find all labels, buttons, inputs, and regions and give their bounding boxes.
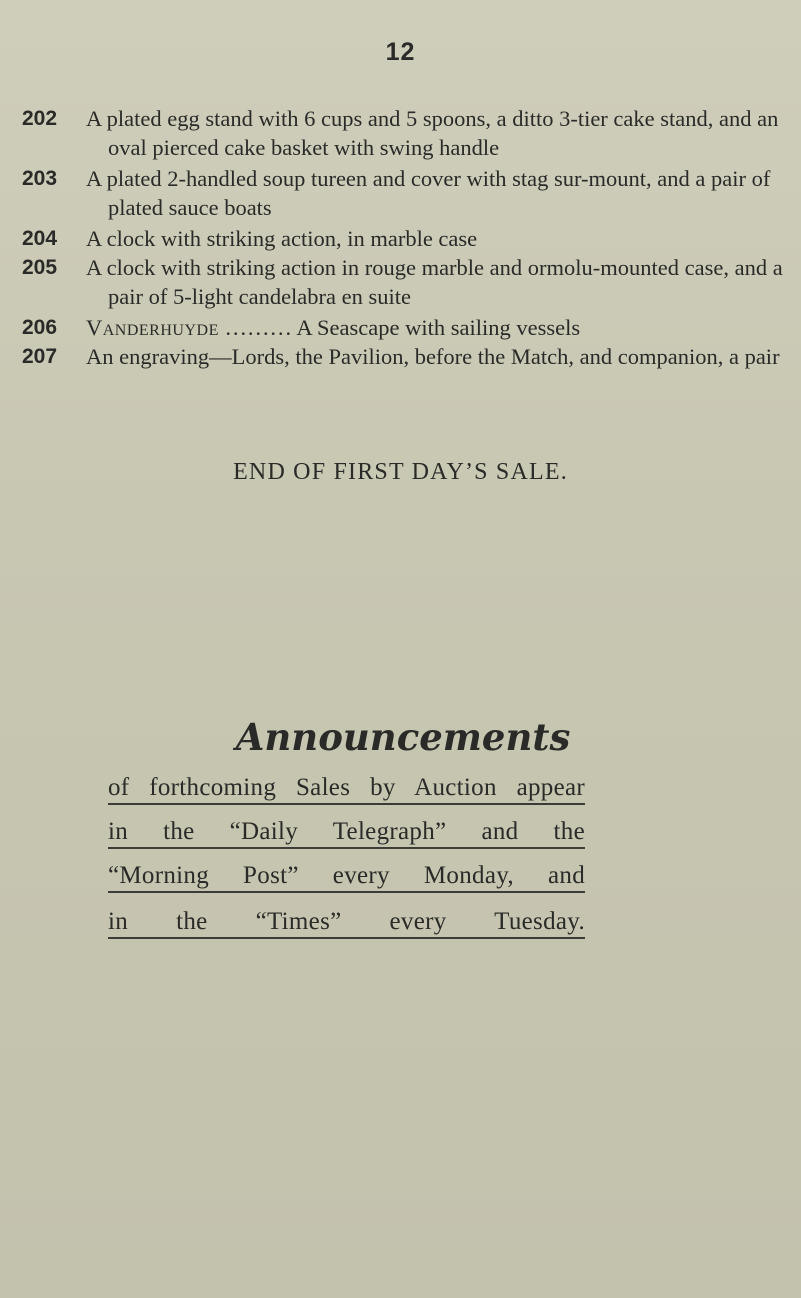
lot-number: 206 [22,316,58,339]
lot-entry [0,224,801,253]
end-of-sale-heading: END OF FIRST DAY’S SALE. [233,459,568,485]
lot-entry [0,164,801,222]
lot-description: A plated egg stand with 6 cups and 5 spoons, a ditto 3-tier cake stand, and an oval pierced cake basket with swing handle [86,106,779,160]
leader-dots: ……… [218,315,297,340]
lot-number: 207 [22,345,58,368]
lot-entry [0,253,801,311]
announcement-line: in the “Daily Telegraph” and the [108,817,585,849]
lot-entry [0,342,801,371]
announcement-line: in the “Times” every Tuesday. [108,907,585,939]
lot-title: A Seascape with sailing vessels [296,315,581,340]
lot-number: 202 [22,107,58,130]
lot-description [86,313,801,342]
lot-entry [0,104,801,162]
lot-entry [0,313,801,342]
lot-description: A clock with striking action, in marble case [86,226,478,251]
announcements-title: Announcements [235,715,571,759]
lot-number: 203 [22,167,58,190]
lot-description: A clock with striking action in rouge marble and ormolu-mounted case, and a pair of 5-light candelabra en suite [86,255,783,309]
lot-list [0,104,801,371]
lot-description: An engraving—Lords, the Pavilion, before the Match, and companion, a pair [86,344,780,369]
announcement-line: “Morning Post” every Monday, and [108,861,585,893]
lot-description: A plated 2-handled soup tureen and cover with stag sur-mount, and a pair of plated sauce boats [86,166,771,220]
lot-number: 204 [22,227,58,250]
page-number: 12 [385,38,416,66]
artist-name: Vanderhuyde [86,315,219,340]
announcements-block [0,715,801,935]
lot-number: 205 [22,256,58,279]
announcement-line: of forthcoming Sales by Auction appear [108,773,585,805]
